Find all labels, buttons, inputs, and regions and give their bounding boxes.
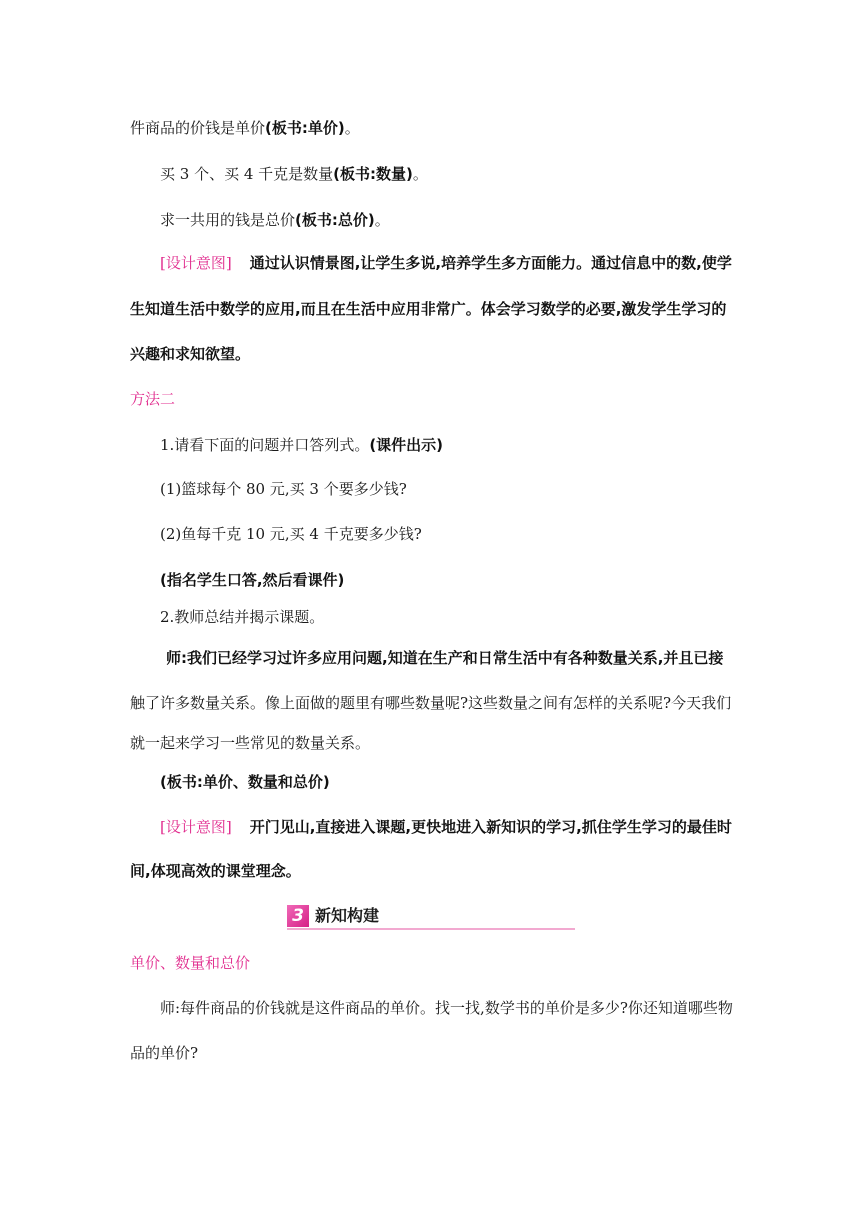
answer-note: (指名学生口答,然后看课件) — [160, 571, 345, 589]
board-note: (板书:总价) — [295, 211, 375, 229]
section-number-badge: 3 — [287, 905, 309, 927]
text: 买 3 个、买 4 千克是数量 — [160, 165, 334, 183]
design-intent-tag: [设计意图] — [160, 254, 232, 272]
design-intent-text: 间,体现高效的课堂理念。 — [130, 862, 301, 880]
text-line — [130, 118, 360, 138]
section-underline — [287, 928, 575, 930]
text-line — [160, 164, 428, 184]
design-intent-text: 通过认识情景图,让学生多说,培养学生多方面能力。通过信息中的数,使学 — [249, 254, 732, 272]
text-line: 2.教师总结并揭示课题。 — [160, 608, 325, 626]
teacher-text: 触了许多数量关系。像上面做的题里有哪些数量呢?这些数量之间有怎样的关系呢?今天我们 — [130, 694, 732, 712]
board-note: (板书:单价) — [265, 119, 345, 137]
method-heading: 方法二 — [130, 390, 176, 408]
text: 。 — [374, 211, 390, 229]
text-line — [160, 210, 390, 230]
teacher-text: 品的单价? — [130, 1044, 199, 1062]
design-intent-1 — [160, 253, 732, 273]
text: 师:我们已经学习过许多应用问题,知道在生产和日常生活中有各种数量关系,并且已接 — [166, 649, 724, 667]
section-title: 新知构建 — [315, 906, 380, 925]
teacher-text: 就一起来学习一些常见的数量关系。 — [130, 734, 371, 752]
text: 。 — [344, 119, 360, 137]
section-banner — [287, 905, 575, 931]
teacher-text — [160, 998, 733, 1018]
text: 1.请看下面的问题并口答列式。 — [160, 436, 370, 454]
sub-heading: 单价、数量和总价 — [130, 954, 251, 972]
text: 师:每件商品的价钱就是这件商品的单价。找一找,数学书的单价是多少?你还知道哪些物 — [160, 999, 733, 1017]
design-intent-2 — [160, 817, 732, 837]
text: 件商品的价钱是单价 — [130, 119, 266, 137]
question-2: (2)鱼每千克 10 元,买 4 千克要多少钱? — [160, 525, 422, 543]
design-intent-tag: [设计意图] — [160, 818, 232, 836]
design-intent-text: 兴趣和求知欲望。 — [130, 345, 251, 363]
design-intent-text: 开门见山,直接进入课题,更快地进入新知识的学习,抓住学生学习的最佳时 — [249, 818, 732, 836]
board-note: (板书:单价、数量和总价) — [160, 773, 330, 791]
text-line — [160, 435, 443, 455]
board-note: (课件出示) — [369, 436, 444, 454]
design-intent-text: 生知道生活中数学的应用,而且在生活中应用非常广。体会学习数学的必要,激发学生学习的 — [130, 300, 727, 318]
board-note: (板书:数量) — [333, 165, 413, 183]
text: 求一共用的钱是总价 — [160, 211, 296, 229]
teacher-text — [166, 648, 723, 668]
text: 。 — [412, 165, 428, 183]
question-1: (1)篮球每个 80 元,买 3 个要多少钱? — [160, 480, 407, 498]
